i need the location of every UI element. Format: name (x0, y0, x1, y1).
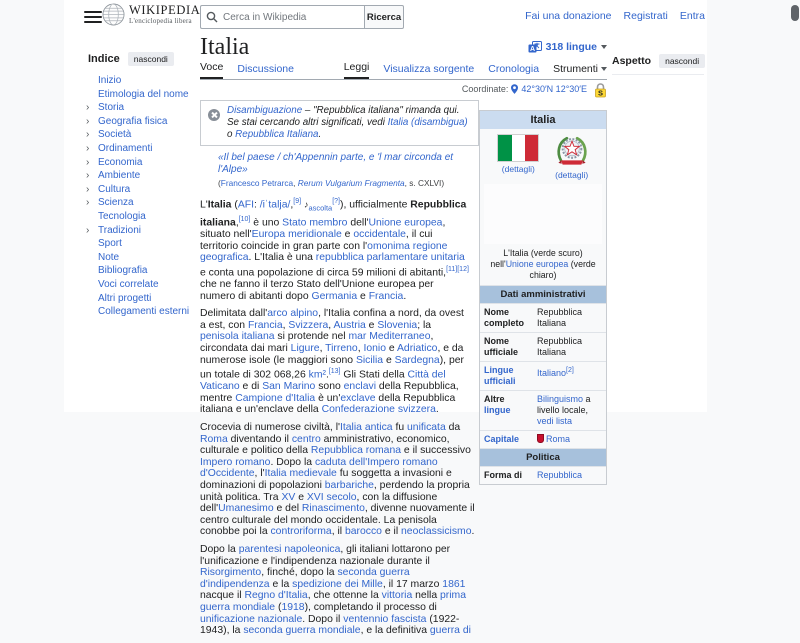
toc-link[interactable]: Storia (98, 102, 125, 114)
inline-link[interactable]: Rerum Vulgarium Fragmenta (297, 178, 405, 188)
inline-link[interactable]: vittoria (381, 590, 413, 602)
coordinates-label: Coordinate: (461, 84, 509, 94)
quote-text[interactable]: «Il bel paese / ch'Appennin parte, e 'l mar circonda et l'Alpe» (218, 152, 454, 175)
inline-link[interactable]: Germania (311, 290, 358, 302)
toc-item (84, 292, 196, 306)
toc-link[interactable]: Società (98, 129, 132, 141)
toc-link[interactable]: Altri progetti (98, 292, 152, 304)
inline-link[interactable]: Unione europea (368, 217, 443, 229)
inline-link[interactable]: barocco (344, 526, 382, 538)
inline-link[interactable]: lingue (484, 405, 511, 415)
inline-link[interactable]: enclavi (343, 381, 377, 393)
appearance-title: Aspetto (612, 55, 652, 67)
inline-link[interactable]: XVI secolo (306, 491, 357, 503)
inline-link[interactable]: centro (291, 433, 321, 445)
inline-link[interactable]: Impero romano (200, 456, 271, 468)
toc-item (84, 251, 196, 265)
map-pin-icon (511, 84, 518, 94)
toc-item (84, 237, 196, 251)
paragraph-4: Dopo la parentesi napoleonica, gli italiani lottarono per l'unificazione e l'indipendenza nazionale durante il Risorgimento, finché, dopo la seconda guerra d'indipendenza e la spedizione dei Mille, il 17 marzo 1861 nacque il Regno d'Italia, che ottenne la vittoria nella prima guerra mondiale (1918), completando il processo di unificazione nazionale. Dopo il ventennio fascista (1922-1943), la seconda guerra mondiale, e la definitiva guerra di (200, 543, 471, 637)
paragraph-1: L'Italia (AFI: /iˈtalja/,[9] $♪_{ascolta}[?]$), ufficialmente Repubblica italiana,[10] è uno Stato membro dell'Unione europea, situato nell'Europa meridionale e occidentale, il cui territorio coincide in gran parte con l'omonima regione geografica. L'Italia è una repubblica parlamentare unitaria e conta una popolazione di circa 59 milioni di abitanti,[11][12] che ne fanno il terzo Stato dell'Unione europea per numero di abitanti dopo Germania e Francia. (200, 198, 469, 302)
inline-link[interactable]: Rinascimento (301, 503, 365, 515)
inline-link[interactable]: Bilinguismo (537, 394, 584, 404)
inline-link[interactable]: Città del Vaticano (200, 369, 446, 393)
toc-link[interactable]: Collegamenti esterni (98, 306, 190, 318)
infobox-row-label (480, 431, 533, 449)
inline-link[interactable]: mar Mediterraneo (348, 331, 431, 343)
inline-link[interactable]: unificazione nazionale (200, 613, 303, 625)
inline-link[interactable]: Roma (200, 433, 228, 445)
inline-link[interactable]: Francesco Petrarca (220, 178, 294, 188)
inline-link[interactable]: Repubblica romana (310, 445, 402, 457)
infobox-section-header: Politica (480, 449, 606, 467)
inline-link[interactable]: penisola italiana (200, 331, 275, 343)
inline-link[interactable]: Repubblica Italiana (235, 129, 319, 140)
infobox-title: Italia (480, 111, 606, 129)
language-count-label: 318 lingue (545, 41, 597, 53)
inline-link[interactable]: Europa meridionale (251, 229, 342, 241)
toc-item (84, 264, 196, 278)
inline-link[interactable]: Roma (546, 434, 571, 444)
inline-link[interactable]: vedi lista (537, 416, 573, 426)
tab-voce[interactable]: Voce (200, 61, 223, 79)
inline-link[interactable]: spedizione dei Mille (292, 578, 383, 590)
expand-chevron-icon[interactable]: › (86, 129, 90, 141)
toc-link[interactable]: Note (98, 251, 120, 263)
quote-attribution: (Francesco Petrarca, Rerum Vulgarium Fragmenta, s. CXLVI) (218, 178, 445, 188)
flag-details-link[interactable]: (dettagli) (501, 164, 535, 174)
infobox-row-label: Nome ufficiale (480, 333, 533, 362)
infobox-row-label: Nome completo (480, 304, 533, 333)
inline-link[interactable]: seconda guerra d'indipendenza (200, 567, 410, 590)
inline-link[interactable]: ascolta (308, 203, 333, 213)
inline-link[interactable]: ventennio fascista (343, 613, 427, 625)
tab-visualizza-sorgente[interactable]: Visualizza sorgente (383, 63, 475, 75)
inline-link[interactable]: arco alpino (267, 308, 319, 320)
tab-discussione[interactable]: Discussione (237, 63, 294, 75)
toc-link[interactable]: Cultura (98, 183, 131, 195)
toc-item (84, 101, 196, 115)
header-link[interactable]: Registrati (623, 10, 668, 22)
inline-link[interactable]: 1861 (442, 578, 466, 590)
inline-link[interactable]: Capitale (484, 434, 520, 444)
expand-chevron-icon[interactable]: › (86, 142, 90, 154)
inline-link[interactable]: unificata (407, 422, 446, 434)
toc-link[interactable]: Bibliografia (98, 265, 148, 277)
inline-link[interactable]: Italia medievale (264, 468, 337, 480)
inline-link[interactable]: /iˈtalja/ (259, 199, 291, 211)
top-header (64, 0, 707, 34)
search-input[interactable] (200, 5, 364, 29)
toc-link[interactable]: Economia (98, 156, 143, 168)
inline-link[interactable]: Campione d'Italia (235, 392, 316, 404)
inline-link[interactable]: 1918 (281, 601, 305, 613)
logo-tagline: L'enciclopedia libera (129, 17, 192, 25)
inline-link[interactable]: km² (308, 369, 326, 381)
inline-link[interactable]: AFI (237, 199, 254, 211)
emblem-details-link[interactable]: (dettagli) (555, 170, 589, 180)
coordinates-row (200, 82, 607, 96)
inline-link[interactable]: Austria (333, 319, 366, 331)
chevron-down-icon (601, 45, 607, 49)
inline-link[interactable]: Regno d'Italia (244, 590, 308, 602)
toc-item (84, 210, 196, 224)
article-body (200, 100, 607, 637)
toc-item (84, 88, 196, 102)
hamburger-menu-button[interactable] (84, 9, 102, 24)
toc-item (84, 278, 196, 292)
inline-link[interactable]: Adriatico (397, 343, 438, 355)
quote-block (218, 152, 480, 188)
inline-link[interactable]: Svizzera (288, 319, 329, 331)
expand-chevron-icon[interactable]: › (86, 224, 90, 236)
toc-link[interactable]: Tecnologia (98, 210, 146, 222)
inline-link[interactable]: barbariche (324, 480, 374, 492)
inline-link[interactable]: [?] (332, 198, 341, 205)
svg-text:A: A (529, 46, 535, 53)
scrollbar-thumb[interactable] (791, 5, 799, 21)
inline-link[interactable]: caduta dell'Impero romano d'Occidente (200, 456, 438, 480)
hamburger-icon (84, 11, 102, 13)
expand-chevron-icon[interactable]: › (86, 115, 90, 127)
article-tabbar (200, 60, 607, 80)
toc-item (84, 169, 196, 183)
svg-text:S: S (597, 87, 604, 97)
infobox (479, 110, 607, 485)
infobox-row-value: Repubblica Italiana (533, 304, 606, 333)
inline-link[interactable]: parentesi napoleonica (238, 543, 341, 555)
italy-emblem-image[interactable] (555, 134, 589, 168)
expand-chevron-icon[interactable]: › (86, 102, 90, 114)
toc-item (84, 128, 196, 142)
inline-link[interactable]: Tirreno (325, 343, 358, 355)
inline-link[interactable]: San Marino (262, 381, 316, 393)
disambiguation-text: Disambiguazione – "Repubblica italiana" rimanda qui. Se stai cercando altri significati, vedi Italia (disambigua) o Repubblica Italiana. (227, 105, 468, 140)
search-icon (206, 11, 218, 23)
search-button[interactable]: Ricerca (364, 5, 404, 29)
toc-hide-button[interactable]: nascondi (128, 52, 174, 66)
infobox-row-label: Altre lingue (480, 391, 533, 431)
paragraph-2: Delimitata dall'arco alpino, l'Italia confina a nord, da ovest a est, con Francia, Svizzera, Austria e Slovenia; la penisola italiana si protende nel mar Mediterraneo, circondata dai mari Ligure, Tirreno, Ionio e Adriatico, e da numerose isole (le maggiori sono Sicilia e Sardegna), per un totale di 302 068,26 km².[13] Gli Stati della Città del Vaticano e di San Marino sono enclavi della Repubblica, mentre Campione d'Italia è un'exclave della Repubblica italiana e un'enclave della Confederazione svizzera. (200, 308, 464, 416)
disambiguation-notice (200, 100, 479, 146)
inline-link[interactable]: Ligure (290, 343, 320, 355)
inline-link[interactable]: Italiano (537, 368, 567, 378)
inline-link[interactable]: Sicilia (355, 354, 384, 366)
inline-link[interactable]: [11][12] (446, 265, 469, 273)
inline-link[interactable]: prima guerra mondiale (200, 590, 466, 613)
infobox-row-label (480, 362, 533, 391)
inline-link[interactable]: Lingue ufficiali (484, 365, 516, 386)
inline-link[interactable]: Slovenia (377, 319, 418, 331)
inline-link[interactable]: occidentale (353, 229, 406, 241)
wikipedia-logo[interactable] (102, 3, 200, 26)
infobox-row-value (533, 467, 606, 485)
toc-link[interactable]: Etimologia del nome (98, 88, 189, 100)
expand-chevron-icon[interactable]: › (86, 156, 90, 168)
inline-link[interactable]: neoclassicismo (401, 526, 472, 538)
tab-cronologia[interactable]: Cronologia (488, 63, 540, 75)
toc-link[interactable]: Geografia fisica (98, 115, 168, 127)
toc-title: Indice (88, 53, 120, 65)
toc-link[interactable]: Tradizioni (98, 224, 141, 236)
infobox-row-value: Bilinguismo a livello locale, vedi lista (533, 391, 606, 431)
italy-flag-image[interactable] (497, 134, 539, 162)
inline-link[interactable]: omonima regione geografica (200, 240, 448, 264)
tab-strumenti[interactable]: Strumenti (553, 63, 607, 79)
inline-link[interactable]: Italia (disambigua) (387, 117, 468, 128)
user-links (525, 10, 705, 22)
toc-item (84, 196, 196, 210)
infobox-row-value: Repubblica Italiana (533, 333, 606, 362)
inline-link[interactable]: Unione europea (505, 259, 569, 269)
inline-link[interactable] (537, 434, 544, 443)
toc-item (84, 305, 196, 319)
toc-link[interactable]: Inizio (98, 75, 122, 86)
infobox-row-value (533, 362, 606, 391)
inline-link[interactable]: XV (281, 491, 296, 503)
toc-link[interactable]: Ambiente (98, 170, 141, 182)
inline-link[interactable]: [10] (238, 216, 251, 224)
inline-link[interactable]: guerra di (429, 625, 471, 637)
inline-link[interactable]: repubblica parlamentare unitaria (315, 252, 465, 264)
infobox-row-value (533, 431, 606, 449)
toc-item (84, 142, 196, 156)
search-bar (200, 5, 404, 29)
inline-link[interactable]: Disambiguazione (227, 105, 303, 116)
toc-item (84, 183, 196, 197)
infobox-map-image[interactable] (484, 184, 602, 244)
header-link[interactable]: Entra (679, 10, 705, 22)
toc-item (84, 74, 196, 88)
inline-link[interactable]: Francia (368, 290, 404, 302)
inline-link[interactable]: Umanesimo (218, 503, 274, 515)
inline-link[interactable]: Confederazione svizzera (321, 404, 436, 416)
tab-leggi[interactable]: Leggi (344, 61, 370, 79)
toc-link[interactable]: Scienza (98, 197, 134, 209)
inline-link[interactable]: Francia (247, 319, 283, 331)
toc-item (84, 224, 196, 238)
inline-link[interactable]: Ionio (363, 343, 387, 355)
infobox-section-header: Dati amministrativi (480, 286, 606, 304)
language-icon (528, 41, 542, 53)
inline-link[interactable]: Italia antica (340, 422, 393, 434)
toc-link[interactable]: Ordinamenti (98, 142, 153, 154)
logo-title: WIKIPEDIA (129, 3, 201, 17)
infobox-map-caption: L'Italia (verde scuro) nell'Unione europea (verde chiaro) (490, 248, 596, 280)
wikipedia-globe-icon (102, 3, 125, 26)
article (200, 34, 607, 643)
chevron-down-icon (601, 67, 607, 71)
inline-link[interactable]: Sardegna (394, 354, 440, 366)
language-selector-button[interactable] (528, 41, 607, 53)
inline-link[interactable]: Stato membro (282, 217, 348, 229)
appearance-panel (612, 54, 704, 75)
wikipedia-wordmark (129, 4, 200, 25)
disambiguation-icon (208, 109, 220, 121)
expand-chevron-icon[interactable]: › (86, 183, 90, 195)
inline-link[interactable]: exclave (340, 392, 376, 404)
appearance-hide-button[interactable]: nascondi (659, 54, 705, 68)
toc-item (84, 156, 196, 170)
page-title: Italia (200, 34, 250, 60)
expand-chevron-icon[interactable]: › (86, 197, 90, 209)
inline-link[interactable]: seconda guerra mondiale (243, 625, 361, 637)
inline-link[interactable]: controriforma (270, 526, 332, 538)
toc-link[interactable]: Voci correlate (98, 278, 159, 290)
header-link[interactable]: Fai una donazione (525, 10, 612, 22)
semi-protection-lock-icon (594, 83, 607, 98)
expand-chevron-icon[interactable]: › (86, 170, 90, 182)
infobox-row-label: Forma di (480, 467, 533, 485)
inline-link[interactable]: [2] (566, 367, 574, 374)
toc-link[interactable]: Sport (98, 238, 122, 250)
inline-link[interactable]: [13] (328, 368, 341, 376)
coordinates-link[interactable]: 42°30′N 12°30′E (521, 84, 587, 94)
table-of-contents (84, 52, 196, 319)
toc-item (84, 115, 196, 129)
paragraph-3: Crocevia di numerose civiltà, l'Italia antica fu unificata da Roma diventando il centro amministrativo, economico, culturale e politico della Repubblica romana e il successivo Impero romano. Dopo la caduta dell'Impero romano d'Occidente, l'Italia medievale fu soggetta a invasioni e dominazioni di popolazioni barbariche, perdendo la propria unità politica. Tra XV e XVI secolo, con la diffusione dell'Umanesimo e del Rinascimento, divenne nuovamente il centro culturale del mondo occidentale. La penisola conobbe poi la controriforma, il barocco e il neoclassicismo. (200, 422, 475, 538)
inline-link[interactable]: [9] (293, 198, 302, 205)
inline-link[interactable]: Risorgimento (200, 567, 262, 579)
inline-link[interactable]: Repubblica (537, 470, 583, 480)
